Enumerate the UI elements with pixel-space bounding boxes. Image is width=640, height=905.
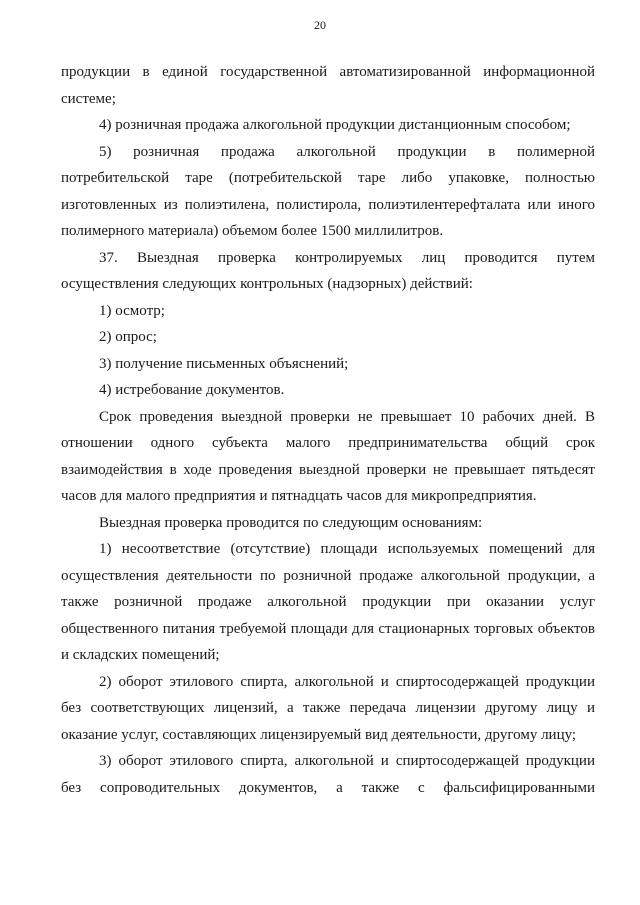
- list-item: 2) оборот этилового спирта, алкогольной и спиртосодержащей продукции без соответствующих лицензий, а также передача лицензии другому лицу и оказание услуг, составляющих лицензируемый вид деятельности, другому лицу;: [61, 673, 595, 743]
- list-item: 3) оборот этилового спирта, алкогольной и спиртосодержащей продукции без сопроводительных документов, а также с фальсифицированными: [61, 753, 595, 796]
- paragraph: Выездная проверка проводится по следующим основаниям:: [99, 514, 483, 531]
- paragraph: Срок проведения выездной проверки не превышает 10 рабочих дней. В отношении одного субъекта малого предпринимательства общий срок взаимодействия в ходе проведения выездной проверки не превышает пятьдесят часов для малого предприятия и пятнадцать часов для микропредприятия.: [61, 408, 595, 504]
- list-item: 4) розничная продажа алкогольной продукции дистанционным способом;: [99, 117, 571, 133]
- document-body: [61, 59, 595, 801]
- list-item: 4) истребование документов.: [99, 382, 285, 398]
- page-number: 20: [314, 18, 326, 32]
- list-item: 3) получение письменных объяснений;: [99, 355, 349, 372]
- clause-37: 37. Выездная проверка контролируемых лиц проводится путем осуществления следующих контрольных (надзорных) действий:: [61, 249, 595, 292]
- list-item: 5) розничная продажа алкогольной продукции в полимерной потребительской таре (потребительской таре либо упаковке, полностью изготовленных из полиэтилена, полистирола, полиэтилентерефталата или иного полимерного материала) объемом более 1500 миллилитров.: [61, 143, 595, 239]
- list-item: 2) опрос;: [99, 329, 157, 345]
- list-item: 1) осмотр;: [99, 302, 165, 319]
- list-item: 1) несоответствие (отсутствие) площади используемых помещений для осуществления деятельности по розничной продаже алкогольной продукции, а также розничной продаже алкогольной продукции при оказании услуг общественного питания требуемой площади для стационарных торговых объектов и складских помещений;: [61, 541, 595, 663]
- paragraph: продукции в единой государственной автоматизированной информационной системе;: [61, 64, 595, 107]
